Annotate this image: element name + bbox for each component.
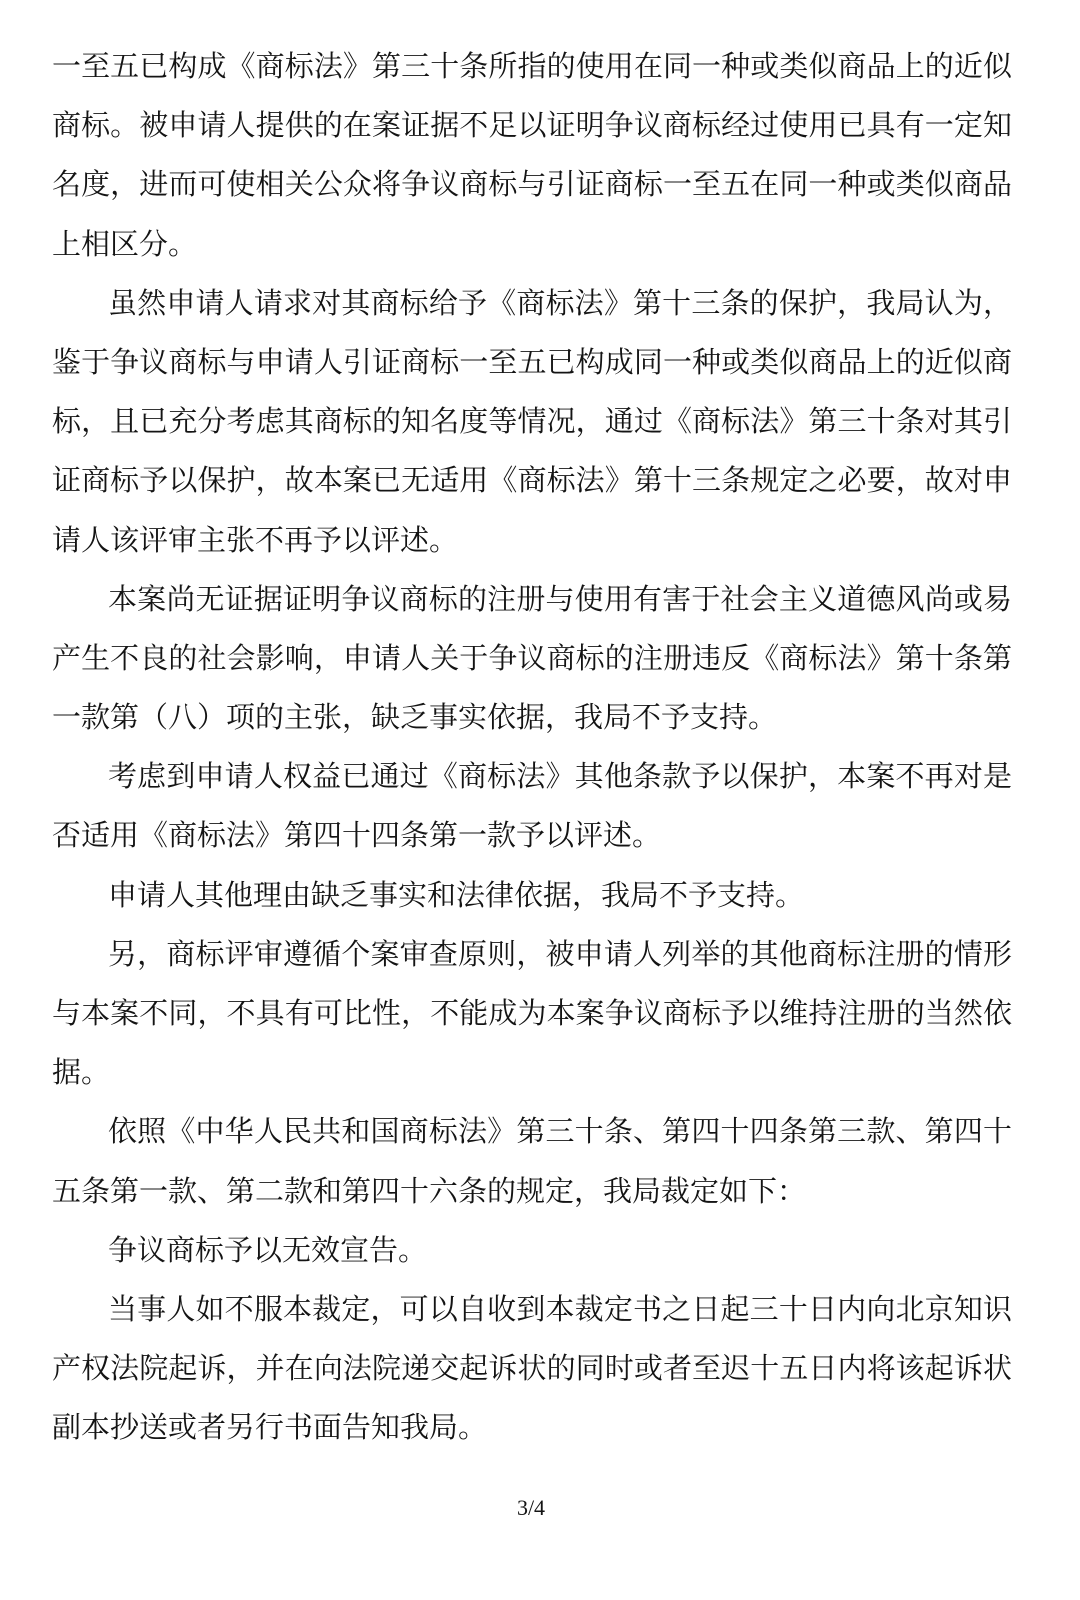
text-line: 名度，进而可使相关公众将争议商标与引证商标一至五在同一种或类似商品	[52, 167, 1012, 202]
text-line: 商标。被申请人提供的在案证据不足以证明争议商标经过使用已具有一定知	[52, 108, 1012, 143]
text-line: 上相区分。	[52, 226, 198, 261]
text-line: 产权法院起诉，并在向法院递交起诉状的同时或者至迟十五日内将该起诉状	[52, 1351, 1012, 1386]
paragraph	[52, 866, 1012, 925]
text-line: 一至五已构成《商标法》第三十条所指的使用在同一种或类似商品上的近似	[52, 49, 1012, 83]
paragraph	[52, 747, 1012, 865]
paragraph	[52, 570, 1012, 748]
text-line: 争议商标予以无效宣告。	[108, 1232, 428, 1267]
document-body	[52, 37, 1012, 1458]
paragraph	[52, 274, 1012, 570]
paragraph	[52, 1280, 1012, 1458]
paragraph	[52, 1102, 1012, 1220]
text-line: 当事人如不服本裁定，可以自收到本裁定书之日起三十日内向北京知识	[108, 1291, 1012, 1326]
text-line: 虽然申请人请求对其商标给予《商标法》第十三条的保护，我局认为，	[108, 285, 1012, 320]
text-line: 产生不良的社会影响，申请人关于争议商标的注册违反《商标法》第十条第	[52, 640, 1012, 675]
text-line: 与本案不同，不具有可比性，不能成为本案争议商标予以维持注册的当然依	[52, 996, 1012, 1030]
text-line: 鉴于争议商标与申请人引证商标一至五已构成同一种或类似商品上的近似商	[52, 344, 1012, 379]
text-line: 标，且已充分考虑其商标的知名度等情况，通过《商标法》第三十条对其引	[52, 404, 1012, 439]
text-line: 考虑到申请人权益已通过《商标法》其他条款予以保护，本案不再对是	[108, 759, 1012, 794]
text-line: 依照《中华人民共和国商标法》第三十条、第四十四条第三款、第四十	[108, 1114, 1012, 1149]
paragraph	[52, 925, 1012, 1103]
text-line: 本案尚无证据证明争议商标的注册与使用有害于社会主义道德风尚或易	[108, 581, 1012, 616]
text-line: 五条第一款、第二款和第四十六条的规定，我局裁定如下：	[52, 1173, 807, 1208]
paragraph	[52, 1221, 1012, 1280]
text-line: 副本抄送或者另行书面告知我局。	[52, 1410, 488, 1445]
page-number: 3/4	[516, 1495, 546, 1520]
text-line: 另，商标评审遵循个案审查原则，被申请人列举的其他商标注册的情形	[108, 936, 1012, 971]
text-line: 一款第（八）项的主张，缺乏事实依据，我局不予支持。	[52, 700, 778, 735]
text-line: 否适用《商标法》第四十四条第一款予以评述。	[52, 818, 662, 853]
text-line: 申请人其他理由缺乏事实和法律依据，我局不予支持。	[108, 877, 805, 912]
text-line: 证商标予以保护，故本案已无适用《商标法》第十三条规定之必要，故对申	[52, 463, 1012, 498]
paragraph	[52, 37, 1012, 274]
text-line: 据。	[52, 1055, 111, 1090]
text-line: 请人该评审主张不再予以评述。	[52, 522, 459, 557]
